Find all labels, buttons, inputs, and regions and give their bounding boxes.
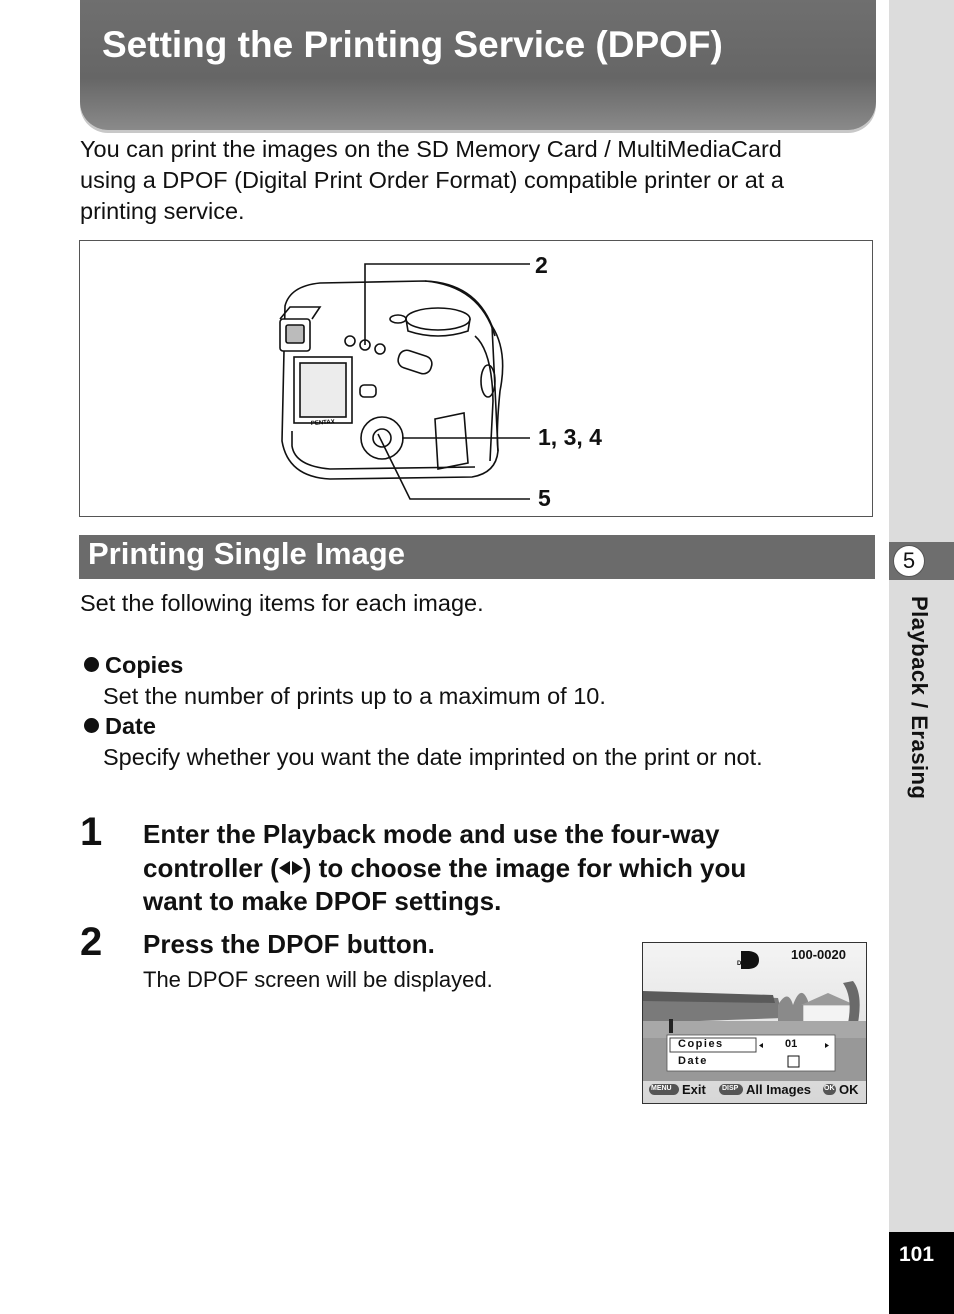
file-number: 100-0020 <box>791 947 846 962</box>
section-title: Printing Single Image <box>88 536 405 571</box>
camera-figure <box>79 240 873 517</box>
right-arrow-icon <box>292 861 303 875</box>
dpof-screen-art <box>643 943 867 1104</box>
callout-1-3-4: 1, 3, 4 <box>538 424 602 450</box>
left-arrow-icon <box>279 861 290 875</box>
item-copies-label: Copies <box>84 652 183 679</box>
ok-label: OK <box>839 1082 859 1097</box>
intro-line: using a DPOF (Digital Print Order Format) compatible printer or at a <box>80 167 784 193</box>
ok-key: OK <box>824 1085 835 1092</box>
callout-2: 2 <box>535 252 548 278</box>
camera-brand-text: PENTAX <box>310 419 335 427</box>
step-2-number: 2 <box>80 920 103 964</box>
camera-illustration <box>80 241 874 518</box>
items-intro: Set the following items for each image. <box>80 590 484 616</box>
step-1-number: 1 <box>80 810 103 854</box>
step-2-title: Press the DPOF button. <box>143 929 435 959</box>
copies-label: Copies <box>678 1038 724 1050</box>
dpof-screen <box>642 942 867 1104</box>
dpof-logo-text: DPOF <box>737 961 754 967</box>
disp-key: DISP <box>722 1085 739 1092</box>
intro-line: You can print the images on the SD Memory Card / MultiMediaCard <box>80 136 782 162</box>
step-2-desc: The DPOF screen will be displayed. <box>143 967 493 992</box>
chapter-number: 5 <box>893 545 925 577</box>
date-label: Date <box>678 1055 708 1067</box>
bullet-icon <box>84 657 99 672</box>
item-date-label: Date <box>84 713 156 740</box>
page-title: Setting the Printing Service (DPOF) <box>102 24 723 65</box>
chapter-title: Playback / Erasing <box>907 596 932 800</box>
item-date-desc: Specify whether you want the date imprinted on the print or not. <box>103 744 763 770</box>
page-number: 101 <box>898 1243 935 1266</box>
callout-5: 5 <box>538 485 551 511</box>
step-1-text: Enter the Playback mode and use the four-way controller ( ) to choose the image for which you want to make DPOF settings. <box>143 819 747 916</box>
copies-value: 01 <box>785 1038 798 1050</box>
intro-line: printing service. <box>80 198 245 224</box>
exit-label: Exit <box>682 1082 706 1097</box>
all-images-label: All Images <box>746 1082 812 1097</box>
menu-key: MENU <box>651 1085 672 1092</box>
intro-paragraph <box>80 134 870 227</box>
bullet-icon <box>84 718 99 733</box>
item-copies-desc: Set the number of prints up to a maximum of 10. <box>103 683 606 709</box>
